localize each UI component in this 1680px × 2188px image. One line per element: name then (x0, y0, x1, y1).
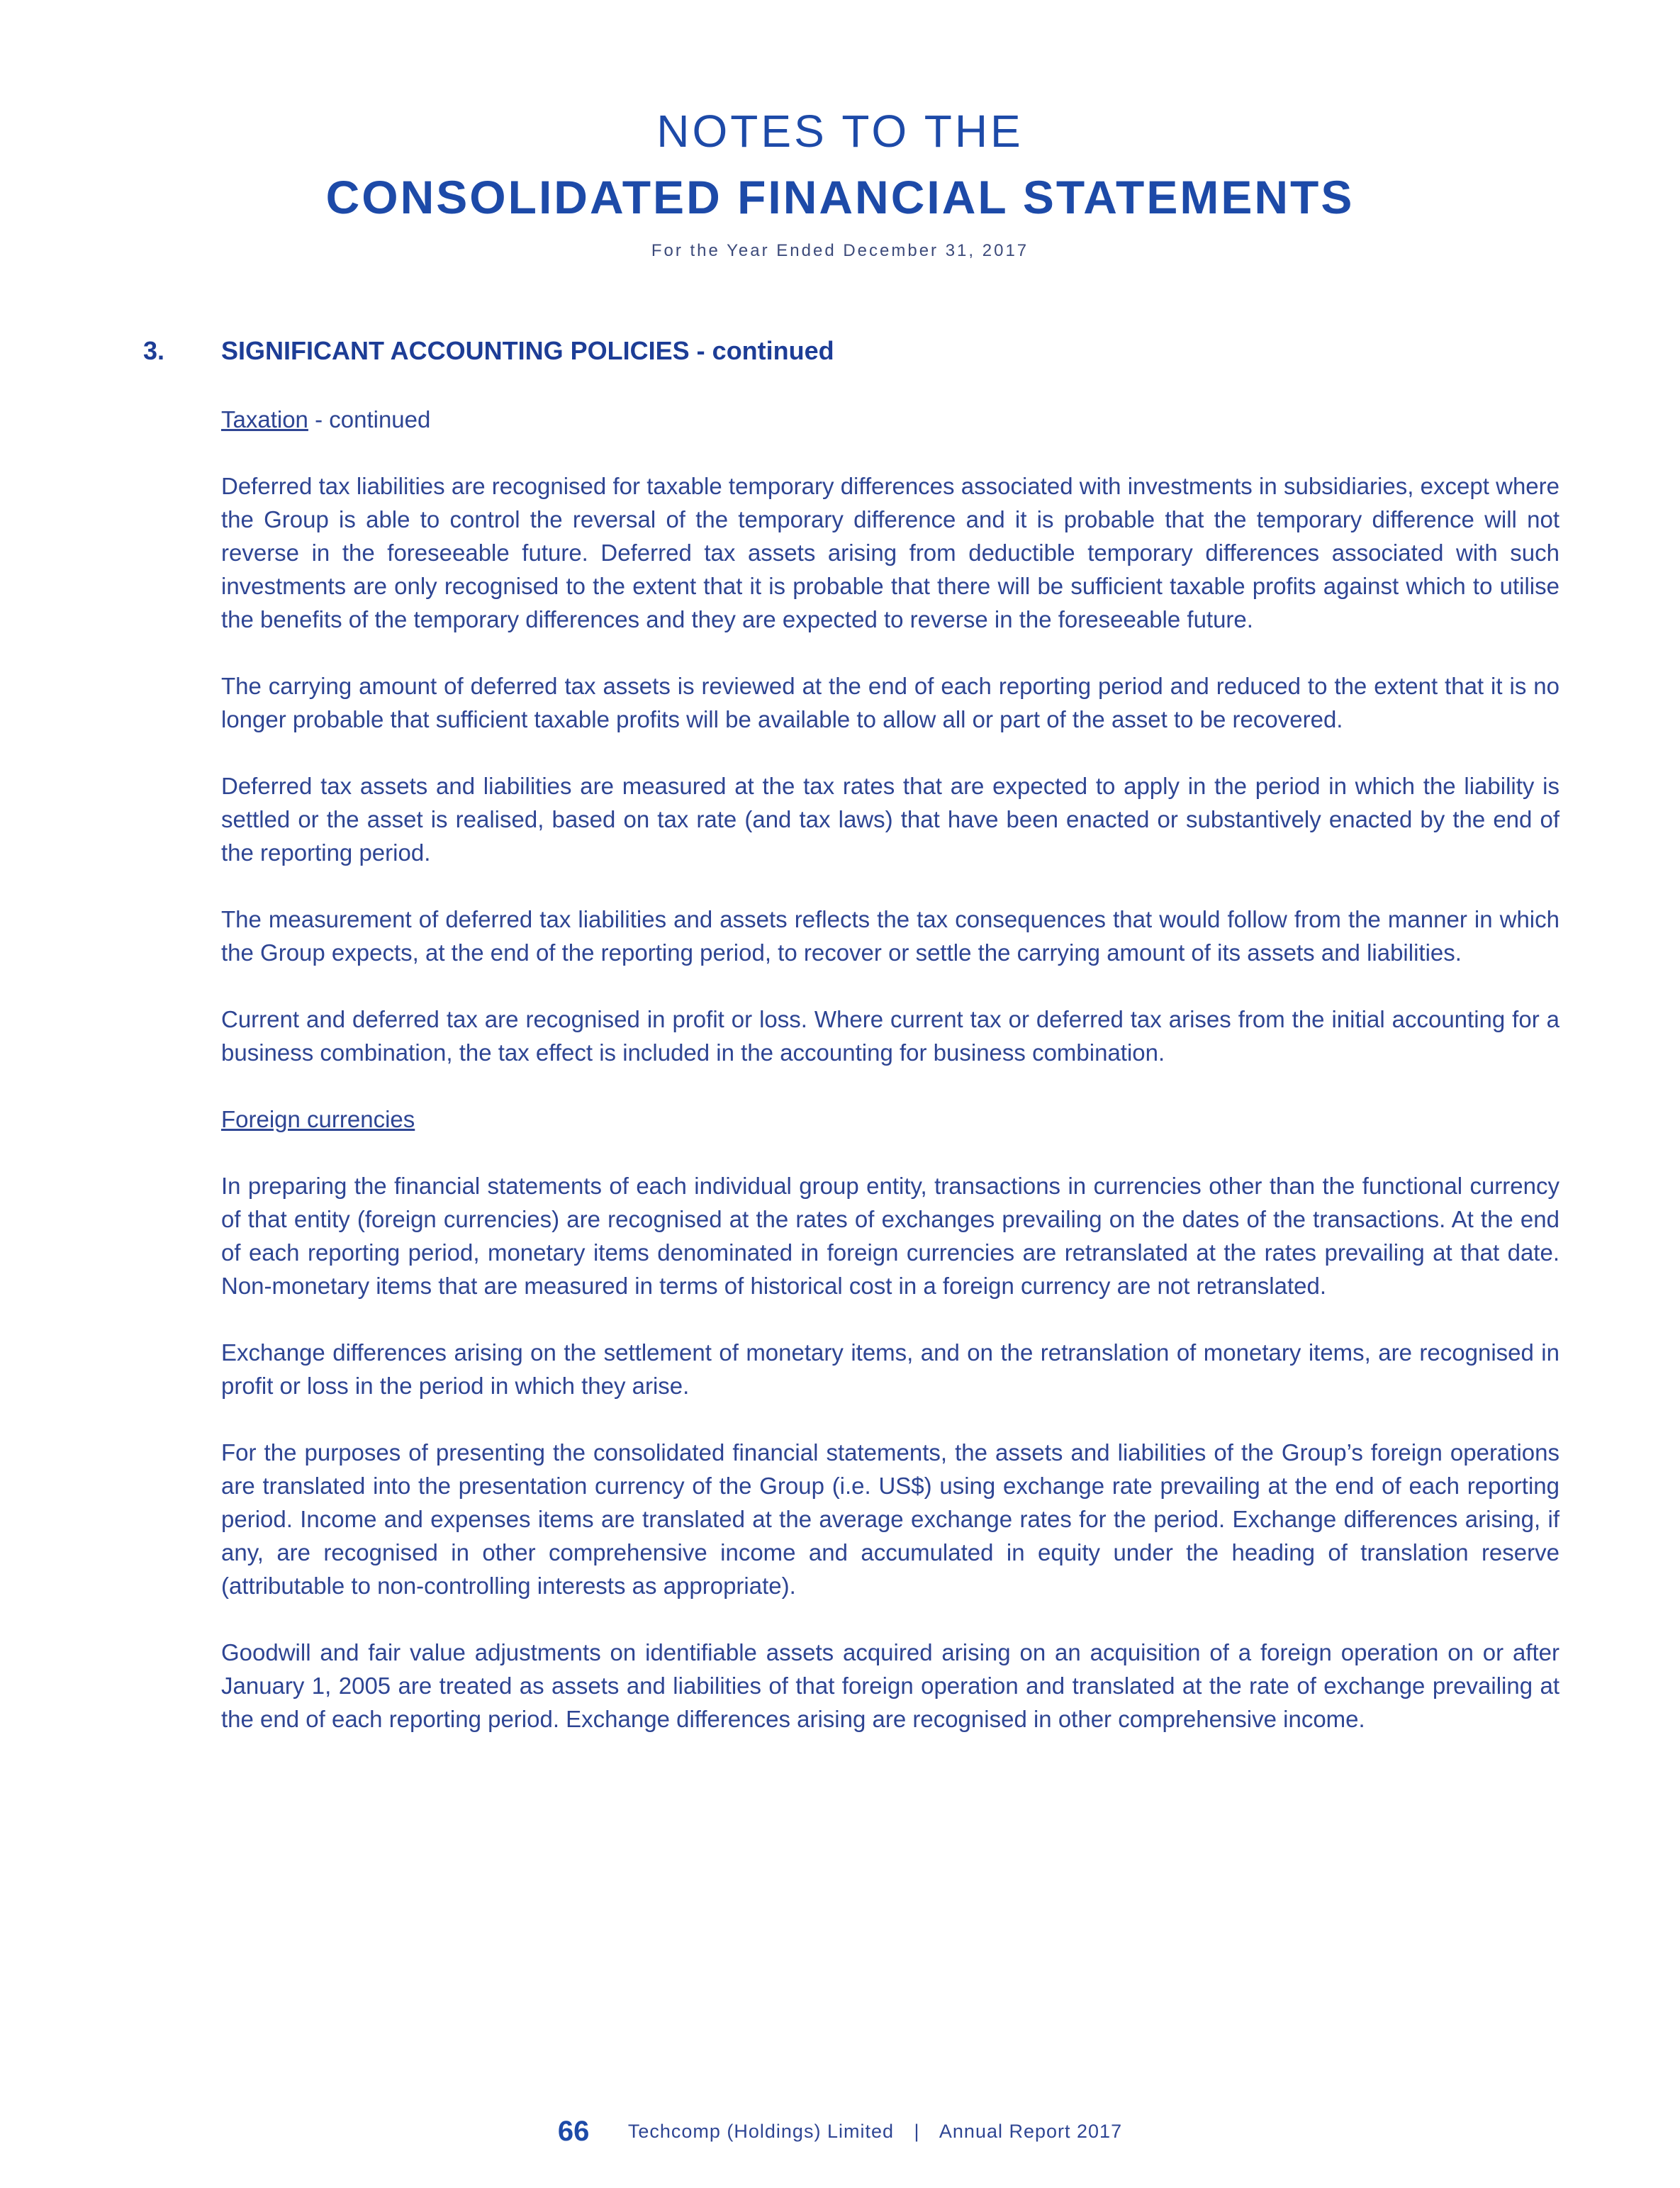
foreign-currencies-paragraph: Exchange differences arising on the settlement of monetary items, and on the retranslation of monetary items, are recognised in profit or loss in the period in which they arise. (221, 1339, 1559, 1399)
foreign-currencies-paragraph: For the purposes of presenting the consolidated financial statements, the assets and liabilities of the Group’s foreign operations are translated into the presentation currency of the Group (i.e. US$) using exchange rate prevailing at the end of each reporting period. Income and expenses items are translated at the average exchange rates for the period. Exchange differences arising, if any, are recognised in other comprehensive income and accumulated in equity under the heading of translation reserve (attributable to non-controlling interests as appropriate). (221, 1439, 1559, 1599)
taxation-heading-suffix: - continued (308, 406, 431, 432)
taxation-heading-label: Taxation (221, 406, 308, 432)
header-title-main: CONSOLIDATED FINANCIAL STATEMENTS (325, 171, 1355, 223)
header-title-top: NOTES TO THE (656, 106, 1024, 157)
taxation-paragraph: Deferred tax assets and liabilities are measured at the tax rates that are expected to apply in the period in which the liability is settled or the asset is realised, based on tax rate (and tax laws) that have been enacted or substantively enacted by the end of the reporting period. (221, 773, 1559, 866)
header-subtitle: For the Year Ended December 31, 2017 (651, 241, 1029, 260)
foreign-currencies-heading (221, 1103, 1559, 1136)
taxation-paragraph: The carrying amount of deferred tax assets is reviewed at the end of each reporting period and reduced to the extent that it is no longer probable that sufficient taxable profits will be available to allow all or part of the asset to be recovered. (221, 673, 1559, 732)
taxation-heading (221, 403, 1559, 436)
taxation-paragraph: Deferred tax liabilities are recognised for taxable temporary differences associated with investments in subsidiaries, except where the Group is able to control the reversal of the temporary difference and it is probable that the temporary difference will not reverse in the foreseeable future. Deferred tax assets arising from deductible temporary differences associated with such investments are only recognised to the extent that it is probable that there will be sufficient taxable profits against which to utilise the benefits of the temporary differences and they are expected to reverse in the foreseeable future. (221, 473, 1559, 632)
taxation-paragraph: The measurement of deferred tax liabilities and assets reflects the tax consequences that would follow from the manner in which the Group expects, at the end of the reporting period, to recover or settle the carrying amount of its assets and liabilities. (221, 906, 1559, 966)
foreign-currencies-heading-label: Foreign currencies (221, 1106, 415, 1132)
main-content (221, 403, 1559, 1769)
section-title: SIGNIFICANT ACCOUNTING POLICIES - continued (221, 336, 834, 365)
section-number: 3. (143, 336, 165, 365)
foreign-currencies-paragraph: Goodwill and fair value adjustments on identifiable assets acquired arising on an acquisition of a foreign operation on or after January 1, 2005 are treated as assets and liabilities of that foreign operation and translated at the rate of exchange prevailing at the end of each reporting period. Exchange differences arising are recognised in other comprehensive income. (221, 1639, 1559, 1732)
footer-report: Annual Report 2017 (939, 2121, 1123, 2142)
page-footer (0, 2116, 1680, 2148)
taxation-paragraph: Current and deferred tax are recognised in profit or loss. Where current tax or deferred tax arises from the initial accounting for a business combination, the tax effect is included in the accounting for business combination. (221, 1006, 1559, 1066)
footer-separator: | (914, 2121, 919, 2142)
footer-company: Techcomp (Holdings) Limited (627, 2121, 894, 2142)
foreign-currencies-paragraph: In preparing the financial statements of each individual group entity, transactions in currencies other than the functional currency of that entity (foreign currencies) are recognised at the rates of exchanges prevailing on the dates of the transactions. At the end of each reporting period, monetary items denominated in foreign currencies are retranslated at the rates prevailing at that date. Non-monetary items that are measured in terms of historical cost in a foreign currency are not retranslated. (221, 1173, 1559, 1299)
page-number: 66 (557, 2116, 590, 2147)
